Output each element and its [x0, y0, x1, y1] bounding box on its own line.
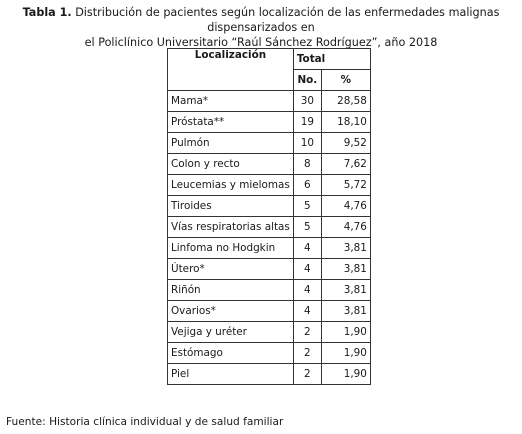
cell-localizacion: Ovarios* [168, 301, 294, 322]
cell-pct: 3,81 [321, 301, 370, 322]
cell-pct: 3,81 [321, 280, 370, 301]
cell-no: 4 [293, 301, 321, 322]
cell-no: 10 [293, 133, 321, 154]
cell-localizacion: Riñón [168, 280, 294, 301]
table-row [168, 238, 371, 259]
table-row [168, 259, 371, 280]
table-row [168, 280, 371, 301]
cell-localizacion: Tiroides [168, 196, 294, 217]
source-footnote: Fuente: Historia clínica individual y de salud familiar [6, 416, 284, 428]
cell-pct: 3,81 [321, 259, 370, 280]
table-row [168, 343, 371, 364]
cell-pct: 4,76 [321, 196, 370, 217]
table-row [168, 217, 371, 238]
table-body [168, 91, 371, 385]
cell-no: 5 [293, 196, 321, 217]
cell-no: 8 [293, 154, 321, 175]
table-row [168, 301, 371, 322]
table-row [168, 196, 371, 217]
cell-pct: 5,72 [321, 175, 370, 196]
cell-no: 2 [293, 343, 321, 364]
header-total: Total [293, 49, 370, 70]
cell-localizacion: Vías respiratorias altas [168, 217, 294, 238]
header-localizacion: Localización [168, 49, 294, 91]
cell-pct: 18,10 [321, 112, 370, 133]
caption-label: Tabla 1. [22, 6, 72, 19]
table-row [168, 133, 371, 154]
header-no: No. [293, 70, 321, 91]
cell-no: 2 [293, 322, 321, 343]
cell-pct: 3,81 [321, 238, 370, 259]
cell-localizacion: Estómago [168, 343, 294, 364]
cell-localizacion: Mama* [168, 91, 294, 112]
cell-pct: 1,90 [321, 343, 370, 364]
cell-localizacion: Útero* [168, 259, 294, 280]
cell-pct: 9,52 [321, 133, 370, 154]
header-pct: % [321, 70, 370, 91]
table-row [168, 364, 371, 385]
cell-no: 6 [293, 175, 321, 196]
cell-localizacion: Colon y recto [168, 154, 294, 175]
cell-pct: 28,58 [321, 91, 370, 112]
cell-localizacion: Pulmón [168, 133, 294, 154]
cell-no: 19 [293, 112, 321, 133]
cell-no: 2 [293, 364, 321, 385]
cell-pct: 4,76 [321, 217, 370, 238]
cell-no: 4 [293, 280, 321, 301]
table-caption [6, 5, 516, 50]
header-row-1 [168, 49, 371, 70]
cell-no: 4 [293, 238, 321, 259]
table-row [168, 175, 371, 196]
caption-text-line1: Distribución de pacientes según localización de las enfermedades malignas dispensarizados en [71, 6, 500, 34]
table-row [168, 154, 371, 175]
cell-no: 4 [293, 259, 321, 280]
cell-localizacion: Leucemias y mielomas [168, 175, 294, 196]
table-row [168, 322, 371, 343]
table-row [168, 91, 371, 112]
cell-localizacion: Linfoma no Hodgkin [168, 238, 294, 259]
cell-pct: 1,90 [321, 322, 370, 343]
data-table [167, 48, 371, 385]
cell-no: 30 [293, 91, 321, 112]
cell-localizacion: Piel [168, 364, 294, 385]
table-row [168, 112, 371, 133]
cell-localizacion: Próstata** [168, 112, 294, 133]
cell-pct: 1,90 [321, 364, 370, 385]
caption-text-line2: el Policlínico Universitario “Raúl Sánchez Rodríguez”, año 2018 [84, 36, 438, 49]
cell-pct: 7,62 [321, 154, 370, 175]
cell-no: 5 [293, 217, 321, 238]
cell-localizacion: Vejiga y uréter [168, 322, 294, 343]
